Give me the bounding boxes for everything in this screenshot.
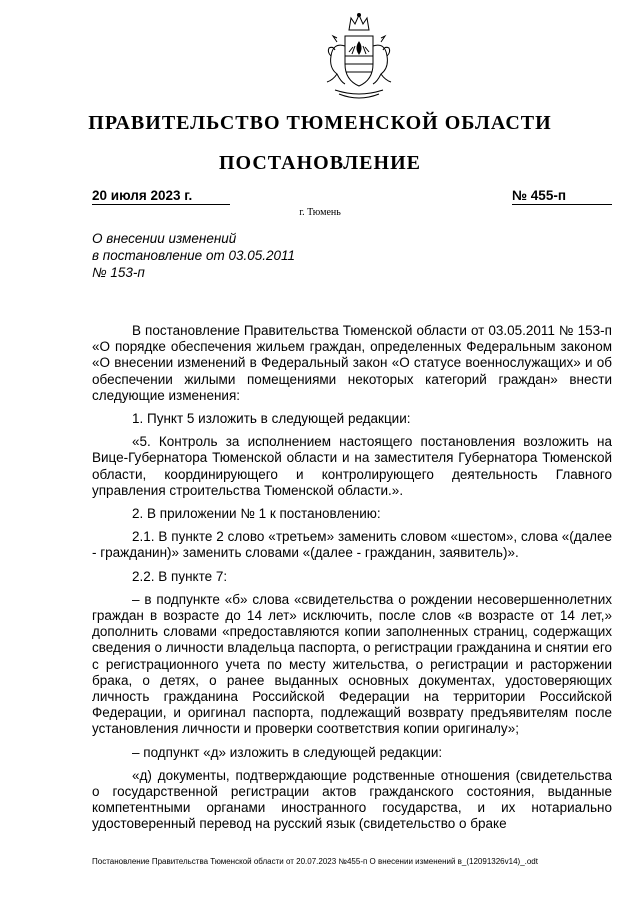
document-footer: Постановление Правительства Тюменской области от 20.07.2023 №455-п О внесении изменений в_(12091326v14)_.odt xyxy=(92,857,538,866)
body-paragraph: – в подпункте «б» слова «свидетельства о рождении несовершеннолетних граждан в возрасте до 14 лет» исключить, после слов «в возрасте от 14 лет,» дополнить словами «предоставляются копии заполненных страниц, содержащих сведения о личности владельца паспорта, о регистрации гражданина и снятии его с регистрационного учета по месту жительства, о регистрации и расторжении брака, о детях, о ранее выданных основных документах, удостоверяющих личность гражданина Российской Федерации на территории Российской Федерации, и оригинал паспорта, подлежащий возврату предъявителям после установления личности и проверки соответствия копии оригиналу»; xyxy=(92,591,612,737)
body-paragraph: 2. В приложении № 1 к постановлению: xyxy=(132,506,381,522)
document-number: № 455-п xyxy=(512,188,612,205)
subject-line: О внесении изменений xyxy=(92,231,237,246)
body-paragraph: «5. Контроль за исполнением настоящего постановления возложить на Вице-Губернатора Тюменской области и на заместителя Губернатора Тюменской области, координирующего и контролирующего деятельность Главного управления строительства Тюменской области.». xyxy=(92,434,612,498)
body-paragraph: В постановление Правительства Тюменской области от 03.05.2011 № 153-п «О порядке обеспечения жильем граждан, определенных Федеральным законом «О внесении изменений в Федеральный закон «О статусе военнослужащих» и об обеспечении жилыми помещениями некоторых категорий граждан» внести следующие изменения: xyxy=(92,323,612,403)
document-date: 20 июля 2023 г. xyxy=(92,188,230,205)
city-label: г. Тюмень xyxy=(299,207,341,218)
body-paragraph: – подпункт «д» изложить в следующей редакции: xyxy=(132,744,443,760)
document-subject xyxy=(92,230,332,281)
subject-line: в постановление от 03.05.2011 xyxy=(92,248,296,263)
body-paragraph: 1. Пункт 5 изложить в следующей редакции: xyxy=(132,411,411,427)
subject-line: № 153-п xyxy=(92,265,145,280)
coat-of-arms-icon xyxy=(315,12,403,104)
body-paragraph: 2.1. В пункте 2 слово «третьем» заменить словом «шестом», слова «(далее - гражданин)» заменить словами «(далее - гражданин, заявитель)». xyxy=(92,529,612,561)
document-body xyxy=(92,323,612,840)
organization-title: ПРАВИТЕЛЬСТВО ТЮМЕНСКОЙ ОБЛАСТИ xyxy=(88,112,552,134)
body-paragraph: «д) документы, подтверждающие родственные отношения (свидетельства о государственной регистрации актов гражданского состояния, выданные компетентными органами иностранного государства, и их нотариально удостоверенный перевод на русский язык (свидетельство о браке xyxy=(92,767,612,832)
body-paragraph: 2.2. В пункте 7: xyxy=(132,568,228,584)
document-type-heading: ПОСТАНОВЛЕНИЕ xyxy=(219,152,421,174)
